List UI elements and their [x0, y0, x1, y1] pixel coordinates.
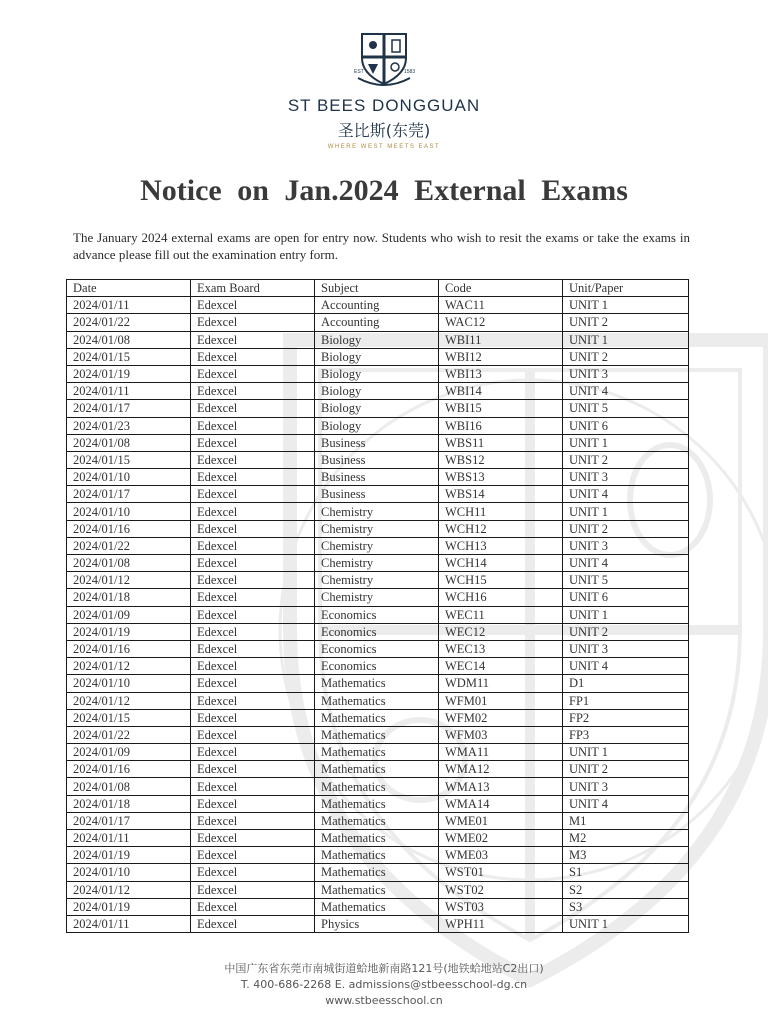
- cell-code: WBI15: [439, 400, 563, 417]
- cell-date: 2024/01/12: [67, 572, 191, 589]
- crest-est-text: EST: [354, 69, 364, 75]
- table-row: [67, 795, 689, 812]
- cell-subject: Mathematics: [315, 692, 439, 709]
- cell-date: 2024/01/11: [67, 383, 191, 400]
- header-unit-paper: Unit/Paper: [563, 280, 689, 297]
- cell-exam-board: Edexcel: [191, 555, 315, 572]
- cell-date: 2024/01/18: [67, 589, 191, 606]
- cell-date: 2024/01/22: [67, 726, 191, 743]
- cell-date: 2024/01/17: [67, 812, 191, 829]
- cell-subject: Physics: [315, 915, 439, 932]
- cell-unit-paper: UNIT 2: [563, 314, 689, 331]
- cell-unit-paper: UNIT 6: [563, 417, 689, 434]
- exam-table-body: [67, 297, 689, 933]
- cell-code: WAC12: [439, 314, 563, 331]
- table-row: [67, 761, 689, 778]
- table-row: [67, 898, 689, 915]
- table-row: [67, 537, 689, 554]
- cell-subject: Economics: [315, 658, 439, 675]
- cell-exam-board: Edexcel: [191, 451, 315, 468]
- cell-code: WMA13: [439, 778, 563, 795]
- cell-unit-paper: M3: [563, 847, 689, 864]
- cell-subject: Mathematics: [315, 744, 439, 761]
- cell-code: WBI11: [439, 331, 563, 348]
- cell-code: WAC11: [439, 297, 563, 314]
- table-row: [67, 555, 689, 572]
- cell-date: 2024/01/11: [67, 915, 191, 932]
- cell-code: WCH14: [439, 555, 563, 572]
- table-row: [67, 726, 689, 743]
- cell-code: WFM03: [439, 726, 563, 743]
- cell-subject: Mathematics: [315, 675, 439, 692]
- notice-intro: The January 2024 external exams are open for entry now. Students who wish to resit the exams or take the exams in advance please fill out the examination entry form.: [73, 230, 690, 262]
- cell-subject: Chemistry: [315, 537, 439, 554]
- cell-date: 2024/01/15: [67, 451, 191, 468]
- cell-unit-paper: UNIT 4: [563, 658, 689, 675]
- school-tagline: WHERE WEST MEETS EAST: [327, 144, 441, 150]
- cell-code: WPH11: [439, 915, 563, 932]
- table-row: [67, 503, 689, 520]
- cell-exam-board: Edexcel: [191, 881, 315, 898]
- cell-code: WBI14: [439, 383, 563, 400]
- footer-website: www.stbeesschool.cn: [325, 994, 443, 1007]
- cell-unit-paper: D1: [563, 675, 689, 692]
- cell-date: 2024/01/19: [67, 623, 191, 640]
- cell-exam-board: Edexcel: [191, 486, 315, 503]
- cell-exam-board: Edexcel: [191, 297, 315, 314]
- cell-subject: Biology: [315, 365, 439, 382]
- cell-subject: Business: [315, 469, 439, 486]
- cell-code: WME03: [439, 847, 563, 864]
- cell-exam-board: Edexcel: [191, 623, 315, 640]
- table-row: [67, 451, 689, 468]
- table-row: [67, 915, 689, 932]
- cell-date: 2024/01/08: [67, 555, 191, 572]
- cell-date: 2024/01/17: [67, 486, 191, 503]
- table-row: [67, 400, 689, 417]
- cell-unit-paper: FP1: [563, 692, 689, 709]
- cell-unit-paper: UNIT 3: [563, 469, 689, 486]
- cell-exam-board: Edexcel: [191, 434, 315, 451]
- cell-code: WEC11: [439, 606, 563, 623]
- cell-exam-board: Edexcel: [191, 761, 315, 778]
- table-row: [67, 469, 689, 486]
- cell-exam-board: Edexcel: [191, 675, 315, 692]
- cell-date: 2024/01/11: [67, 830, 191, 847]
- cell-subject: Mathematics: [315, 761, 439, 778]
- cell-date: 2024/01/22: [67, 537, 191, 554]
- cell-exam-board: Edexcel: [191, 348, 315, 365]
- cell-exam-board: Edexcel: [191, 692, 315, 709]
- footer: [0, 961, 768, 1009]
- cell-subject: Biology: [315, 417, 439, 434]
- cell-unit-paper: M2: [563, 830, 689, 847]
- cell-exam-board: Edexcel: [191, 469, 315, 486]
- cell-code: WFM01: [439, 692, 563, 709]
- cell-unit-paper: UNIT 1: [563, 297, 689, 314]
- cell-code: WME02: [439, 830, 563, 847]
- cell-unit-paper: UNIT 3: [563, 778, 689, 795]
- cell-unit-paper: UNIT 4: [563, 795, 689, 812]
- cell-unit-paper: UNIT 2: [563, 520, 689, 537]
- table-row: [67, 331, 689, 348]
- cell-exam-board: Edexcel: [191, 589, 315, 606]
- cell-subject: Chemistry: [315, 555, 439, 572]
- table-row: [67, 297, 689, 314]
- cell-unit-paper: UNIT 6: [563, 589, 689, 606]
- cell-date: 2024/01/23: [67, 417, 191, 434]
- cell-exam-board: Edexcel: [191, 640, 315, 657]
- cell-exam-board: Edexcel: [191, 847, 315, 864]
- table-row: [67, 520, 689, 537]
- cell-subject: Mathematics: [315, 881, 439, 898]
- cell-exam-board: Edexcel: [191, 658, 315, 675]
- cell-code: WEC14: [439, 658, 563, 675]
- footer-contact: T. 400-686-2268 E. admissions@stbeesschool-dg.cn: [240, 978, 528, 991]
- cell-exam-board: Edexcel: [191, 795, 315, 812]
- cell-code: WST02: [439, 881, 563, 898]
- cell-exam-board: Edexcel: [191, 314, 315, 331]
- cell-exam-board: Edexcel: [191, 383, 315, 400]
- cell-unit-paper: UNIT 2: [563, 623, 689, 640]
- table-row: [67, 365, 689, 382]
- cell-code: WDM11: [439, 675, 563, 692]
- cell-date: 2024/01/12: [67, 692, 191, 709]
- cell-code: WMA12: [439, 761, 563, 778]
- cell-subject: Mathematics: [315, 864, 439, 881]
- cell-date: 2024/01/19: [67, 898, 191, 915]
- cell-exam-board: Edexcel: [191, 520, 315, 537]
- cell-exam-board: Edexcel: [191, 744, 315, 761]
- cell-date: 2024/01/16: [67, 520, 191, 537]
- table-row: [67, 623, 689, 640]
- cell-date: 2024/01/10: [67, 675, 191, 692]
- cell-subject: Biology: [315, 383, 439, 400]
- cell-unit-paper: UNIT 1: [563, 915, 689, 932]
- cell-exam-board: Edexcel: [191, 898, 315, 915]
- table-row: [67, 744, 689, 761]
- cell-date: 2024/01/10: [67, 864, 191, 881]
- cell-code: WCH13: [439, 537, 563, 554]
- table-row: [67, 864, 689, 881]
- cell-exam-board: Edexcel: [191, 331, 315, 348]
- cell-subject: Business: [315, 451, 439, 468]
- cell-date: 2024/01/11: [67, 297, 191, 314]
- cell-unit-paper: UNIT 1: [563, 744, 689, 761]
- table-row: [67, 572, 689, 589]
- table-row: [67, 778, 689, 795]
- cell-code: WCH16: [439, 589, 563, 606]
- cell-unit-paper: S1: [563, 864, 689, 881]
- cell-subject: Mathematics: [315, 847, 439, 864]
- header-subject: Subject: [315, 280, 439, 297]
- cell-unit-paper: UNIT 1: [563, 606, 689, 623]
- cell-subject: Mathematics: [315, 726, 439, 743]
- header-date: Date: [67, 280, 191, 297]
- cell-code: WBI16: [439, 417, 563, 434]
- table-row: [67, 314, 689, 331]
- table-row: [67, 881, 689, 898]
- footer-address: 中国广东省东莞市南城街道蛤地新南路121号(地铁蛤地站C2出口): [224, 962, 544, 975]
- cell-date: 2024/01/15: [67, 709, 191, 726]
- cell-unit-paper: S2: [563, 881, 689, 898]
- cell-code: WFM02: [439, 709, 563, 726]
- cell-subject: Economics: [315, 606, 439, 623]
- table-row: [67, 417, 689, 434]
- cell-exam-board: Edexcel: [191, 778, 315, 795]
- cell-code: WBS13: [439, 469, 563, 486]
- cell-unit-paper: UNIT 3: [563, 537, 689, 554]
- table-row: [67, 640, 689, 657]
- cell-code: WBI12: [439, 348, 563, 365]
- table-row: [67, 434, 689, 451]
- table-row: [67, 348, 689, 365]
- cell-exam-board: Edexcel: [191, 812, 315, 829]
- cell-unit-paper: M1: [563, 812, 689, 829]
- cell-unit-paper: UNIT 5: [563, 572, 689, 589]
- table-row: [67, 486, 689, 503]
- cell-unit-paper: UNIT 4: [563, 555, 689, 572]
- cell-unit-paper: UNIT 1: [563, 434, 689, 451]
- cell-unit-paper: UNIT 4: [563, 383, 689, 400]
- cell-exam-board: Edexcel: [191, 864, 315, 881]
- cell-unit-paper: UNIT 2: [563, 348, 689, 365]
- cell-subject: Chemistry: [315, 572, 439, 589]
- school-crest-icon: [352, 30, 416, 92]
- table-row: [67, 709, 689, 726]
- table-row: [67, 812, 689, 829]
- cell-unit-paper: FP3: [563, 726, 689, 743]
- cell-unit-paper: UNIT 1: [563, 503, 689, 520]
- cell-date: 2024/01/22: [67, 314, 191, 331]
- cell-unit-paper: S3: [563, 898, 689, 915]
- table-row: [67, 847, 689, 864]
- cell-date: 2024/01/12: [67, 658, 191, 675]
- cell-code: WBS11: [439, 434, 563, 451]
- cell-code: WCH12: [439, 520, 563, 537]
- cell-subject: Mathematics: [315, 709, 439, 726]
- cell-subject: Chemistry: [315, 503, 439, 520]
- cell-exam-board: Edexcel: [191, 537, 315, 554]
- cell-date: 2024/01/08: [67, 434, 191, 451]
- cell-exam-board: Edexcel: [191, 400, 315, 417]
- header-exam-board: Exam Board: [191, 280, 315, 297]
- cell-unit-paper: UNIT 4: [563, 486, 689, 503]
- cell-subject: Mathematics: [315, 778, 439, 795]
- cell-unit-paper: UNIT 2: [563, 761, 689, 778]
- cell-date: 2024/01/18: [67, 795, 191, 812]
- notice-title: Notice on Jan.2024 External Exams: [140, 174, 628, 207]
- cell-subject: Biology: [315, 348, 439, 365]
- cell-exam-board: Edexcel: [191, 365, 315, 382]
- cell-exam-board: Edexcel: [191, 915, 315, 932]
- school-name-cn: 圣比斯(东莞): [337, 121, 431, 140]
- cell-date: 2024/01/17: [67, 400, 191, 417]
- cell-date: 2024/01/10: [67, 503, 191, 520]
- cell-unit-paper: UNIT 5: [563, 400, 689, 417]
- cell-date: 2024/01/08: [67, 331, 191, 348]
- cell-date: 2024/01/19: [67, 365, 191, 382]
- cell-exam-board: Edexcel: [191, 417, 315, 434]
- table-row: [67, 830, 689, 847]
- cell-code: WME01: [439, 812, 563, 829]
- cell-code: WCH15: [439, 572, 563, 589]
- cell-exam-board: Edexcel: [191, 709, 315, 726]
- cell-exam-board: Edexcel: [191, 726, 315, 743]
- cell-unit-paper: FP2: [563, 709, 689, 726]
- exam-table: [66, 279, 689, 933]
- cell-code: WMA14: [439, 795, 563, 812]
- cell-code: WBS12: [439, 451, 563, 468]
- header-code: Code: [439, 280, 563, 297]
- cell-subject: Chemistry: [315, 520, 439, 537]
- cell-subject: Mathematics: [315, 795, 439, 812]
- cell-subject: Biology: [315, 400, 439, 417]
- cell-exam-board: Edexcel: [191, 503, 315, 520]
- cell-code: WMA11: [439, 744, 563, 761]
- cell-exam-board: Edexcel: [191, 830, 315, 847]
- cell-date: 2024/01/16: [67, 640, 191, 657]
- table-header-row: [67, 280, 689, 297]
- cell-date: 2024/01/08: [67, 778, 191, 795]
- cell-date: 2024/01/12: [67, 881, 191, 898]
- cell-subject: Accounting: [315, 297, 439, 314]
- cell-subject: Mathematics: [315, 812, 439, 829]
- cell-code: WBI13: [439, 365, 563, 382]
- cell-unit-paper: UNIT 3: [563, 365, 689, 382]
- cell-subject: Mathematics: [315, 830, 439, 847]
- cell-subject: Economics: [315, 623, 439, 640]
- table-row: [67, 383, 689, 400]
- cell-subject: Accounting: [315, 314, 439, 331]
- table-row: [67, 658, 689, 675]
- cell-subject: Business: [315, 434, 439, 451]
- cell-subject: Mathematics: [315, 898, 439, 915]
- cell-subject: Chemistry: [315, 589, 439, 606]
- cell-subject: Business: [315, 486, 439, 503]
- table-row: [67, 692, 689, 709]
- cell-unit-paper: UNIT 3: [563, 640, 689, 657]
- cell-subject: Economics: [315, 640, 439, 657]
- cell-code: WST01: [439, 864, 563, 881]
- cell-date: 2024/01/09: [67, 744, 191, 761]
- cell-subject: Biology: [315, 331, 439, 348]
- cell-code: WEC12: [439, 623, 563, 640]
- cell-date: 2024/01/09: [67, 606, 191, 623]
- cell-exam-board: Edexcel: [191, 572, 315, 589]
- cell-date: 2024/01/19: [67, 847, 191, 864]
- cell-code: WST03: [439, 898, 563, 915]
- cell-unit-paper: UNIT 2: [563, 451, 689, 468]
- cell-code: WCH11: [439, 503, 563, 520]
- cell-exam-board: Edexcel: [191, 606, 315, 623]
- crest-year-text: 1583: [404, 69, 416, 75]
- table-row: [67, 589, 689, 606]
- cell-date: 2024/01/10: [67, 469, 191, 486]
- school-logo: [0, 30, 768, 150]
- school-name-en: ST BEES DONGGUAN: [287, 96, 481, 115]
- cell-date: 2024/01/15: [67, 348, 191, 365]
- cell-code: WEC13: [439, 640, 563, 657]
- cell-code: WBS14: [439, 486, 563, 503]
- cell-unit-paper: UNIT 1: [563, 331, 689, 348]
- cell-date: 2024/01/16: [67, 761, 191, 778]
- table-row: [67, 606, 689, 623]
- table-row: [67, 675, 689, 692]
